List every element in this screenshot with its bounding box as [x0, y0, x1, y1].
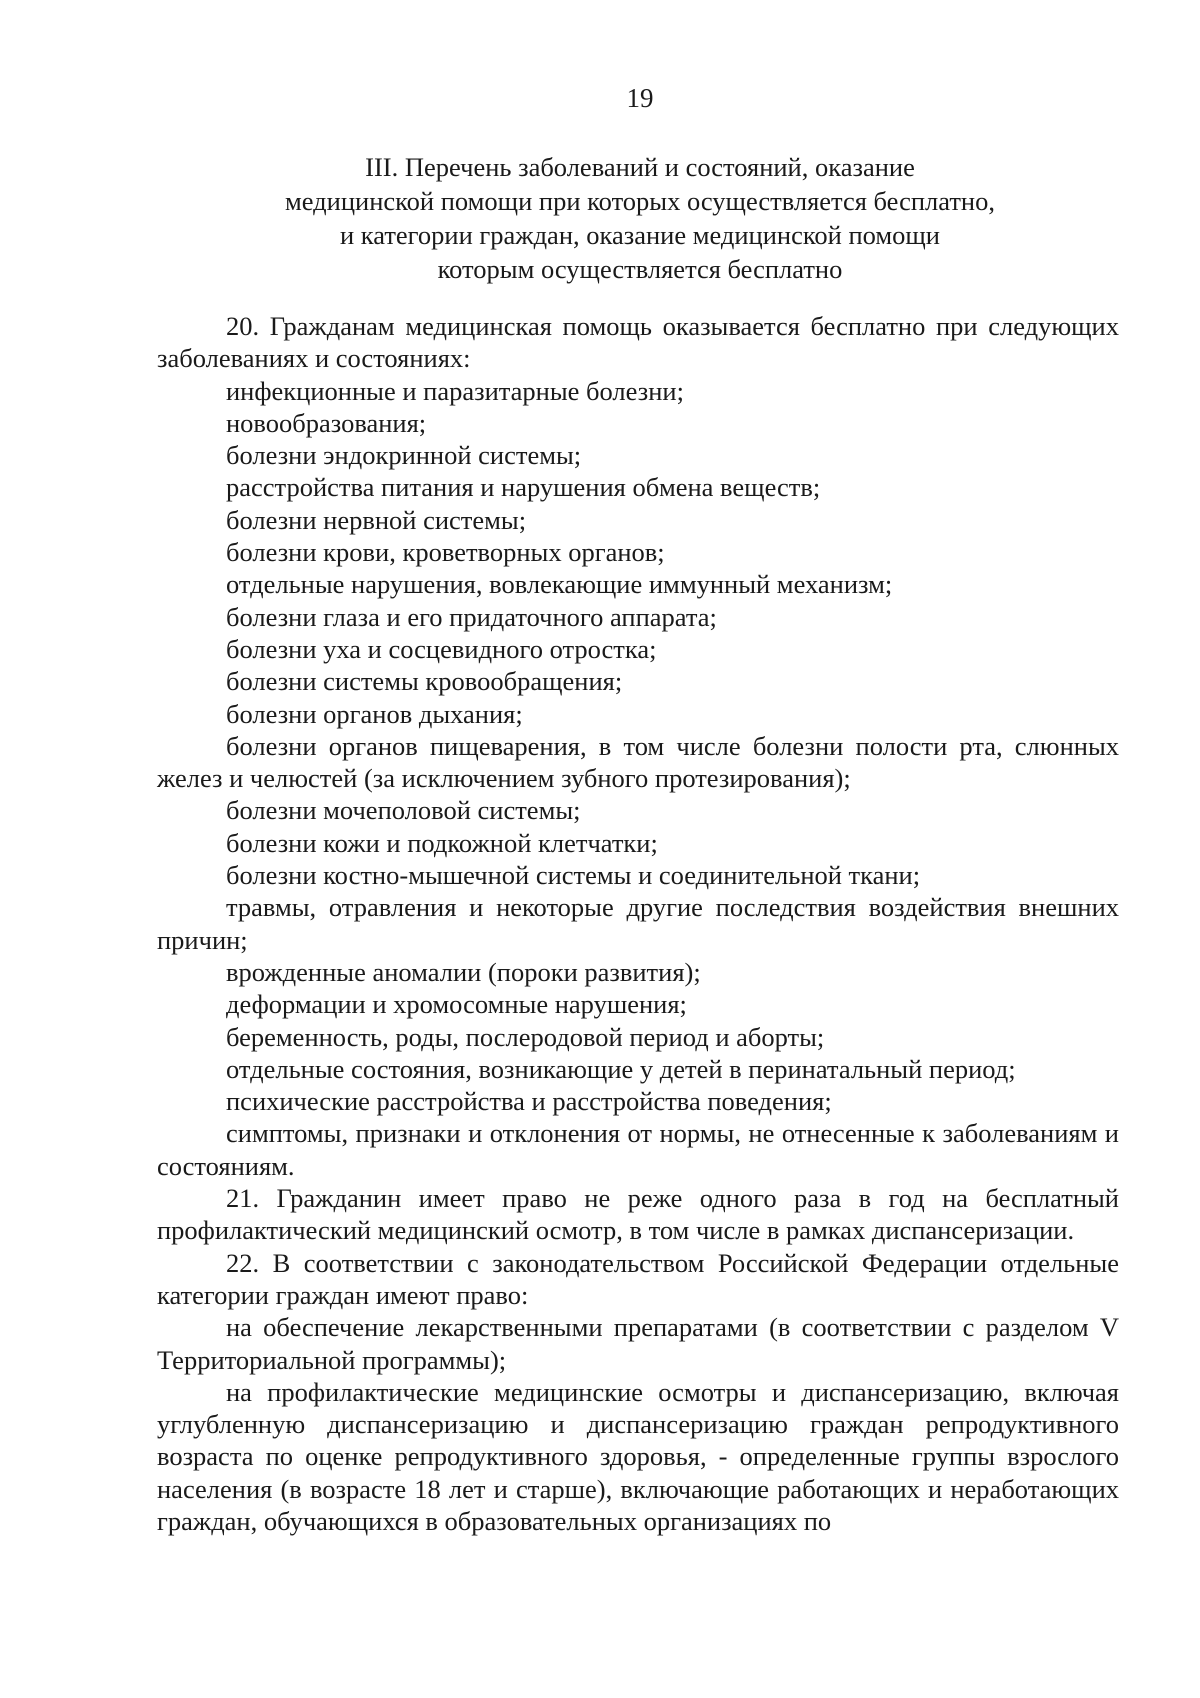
list-item: отдельные состояния, возникающие у детей в перинатальный период;	[226, 1053, 1016, 1084]
list-item: болезни нервной системы;	[226, 504, 527, 535]
list-item: беременность, роды, послеродовой период и аборты;	[226, 1021, 825, 1052]
document-body	[157, 310, 1119, 1537]
list-item: болезни крови, кроветворных органов;	[226, 537, 665, 568]
section-heading-line: медицинской помощи при которых осуществляется бесплатно,	[285, 186, 995, 216]
list-item: болезни глаза и его придаточного аппарата;	[226, 601, 717, 632]
list-item: травмы, отравления и некоторые другие последствия воздействия внешних причин;	[157, 892, 1119, 955]
paragraph-21: 21. Гражданин имеет право не реже одного раза в год на бесплатный профилактический медицинский осмотр, в том числе в рамках диспансеризации.	[157, 1183, 1119, 1246]
list-item: болезни мочеполовой системы;	[226, 795, 581, 826]
section-heading-line: которым осуществляется бесплатно	[437, 254, 843, 284]
list-item: расстройства питания и нарушения обмена веществ;	[226, 472, 821, 503]
list-item: на профилактические медицинские осмотры и диспансеризацию, включая углубленную диспансеризацию и диспансеризацию граждан репродуктивного возраста по оценке репродуктивного здоровья, - определенные группы взрослого населения (в возрасте 18 лет и старше), включающие работающих и неработающих граждан, обучающихся в образовательных организациях по	[157, 1376, 1119, 1536]
list-item: деформации и хромосомные нарушения;	[226, 989, 687, 1020]
list-item: болезни кожи и подкожной клетчатки;	[226, 827, 658, 858]
list-item: отдельные нарушения, вовлекающие иммунный механизм;	[226, 569, 893, 600]
list-item: новообразования;	[226, 407, 427, 438]
section-heading	[160, 150, 1120, 286]
list-item: болезни органов дыхания;	[226, 698, 523, 729]
list-item: болезни костно-мышечной системы и соединительной ткани;	[226, 860, 921, 891]
list-item: врожденные аномалии (пороки развития);	[226, 956, 701, 987]
page-number: 19	[626, 83, 654, 113]
list-item: болезни эндокринной системы;	[226, 440, 582, 471]
section-heading-line: III. Перечень заболеваний и состояний, оказание	[365, 152, 915, 182]
paragraph-22: 22. В соответствии с законодательством Российской Федерации отдельные категории граждан имеют право:	[157, 1247, 1119, 1310]
list-item: симптомы, признаки и отклонения от нормы, не отнесенные к заболеваниям и состояниям.	[157, 1118, 1119, 1181]
list-item: психические расстройства и расстройства поведения;	[226, 1086, 832, 1117]
list-item: болезни органов пищеварения, в том числе болезни полости рта, слюнных желез и челюстей (за исключением зубного протезирования);	[157, 730, 1119, 794]
list-item: болезни уха и сосцевидного отростка;	[226, 633, 657, 664]
list-item: болезни системы кровообращения;	[226, 666, 623, 697]
list-item: инфекционные и паразитарные болезни;	[226, 375, 684, 406]
paragraph-20: 20. Гражданам медицинская помощь оказывается бесплатно при следующих заболеваниях и состояниях:	[157, 311, 1119, 374]
section-heading-line: и категории граждан, оказание медицинской помощи	[339, 220, 940, 250]
list-item: на обеспечение лекарственными препаратами (в соответствии с разделом V Территориальной программы);	[157, 1312, 1119, 1375]
